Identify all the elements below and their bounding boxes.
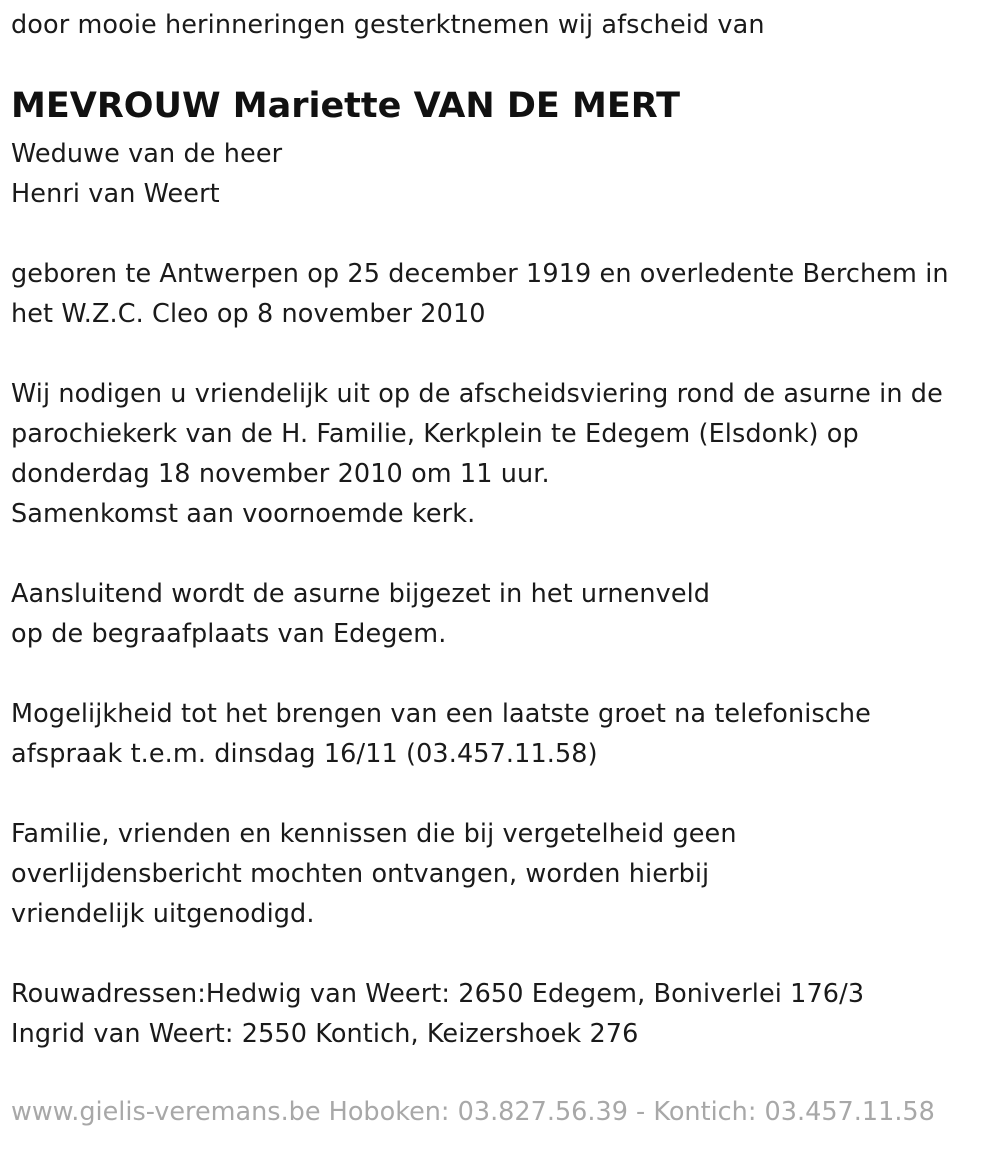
ceremony-line: donderdag 18 november 2010 om 11 uur. <box>11 459 550 489</box>
burial-block <box>11 574 710 654</box>
farewell-line: afspraak t.e.m. dinsdag 16/11 (03.457.11.58) <box>11 739 598 769</box>
deceased-name: MEVROUW Mariette VAN DE MERT <box>11 86 680 126</box>
intro-text: door mooie herinneringen gesterktnemen wij afscheid van <box>11 10 765 40</box>
birth-death-line: geboren te Antwerpen op 25 december 1919 en overledente Berchem in <box>11 259 949 289</box>
relation-line: Weduwe van de heer <box>11 139 283 169</box>
burial-line: op de begraafplaats van Edegem. <box>11 619 447 649</box>
birth-death-block <box>11 254 949 334</box>
invitation-block <box>11 814 737 934</box>
relation-block <box>11 134 282 214</box>
ceremony-line: Wij nodigen u vriendelijk uit op de afscheidsviering rond de asurne in de <box>11 379 943 409</box>
invitation-line: Familie, vrienden en kennissen die bij vergetelheid geen <box>11 819 737 849</box>
funeral-home-footer: www.gielis-veremans.be Hoboken: 03.827.56.39 - Kontich: 03.457.11.58 <box>11 1097 935 1127</box>
burial-line: Aansluitend wordt de asurne bijgezet in het urnenveld <box>11 579 711 609</box>
farewell-line: Mogelijkheid tot het brengen van een laatste groet na telefonische <box>11 699 871 729</box>
address-line: Ingrid van Weert: 2550 Kontich, Keizershoek 276 <box>11 1019 639 1049</box>
addresses-block <box>11 974 864 1054</box>
birth-death-line: het W.Z.C. Cleo op 8 november 2010 <box>11 299 486 329</box>
invitation-line: vriendelijk uitgenodigd. <box>11 899 315 929</box>
farewell-block <box>11 694 871 774</box>
ceremony-line: parochiekerk van de H. Familie, Kerkplein te Edegem (Elsdonk) op <box>11 419 859 449</box>
ceremony-block <box>11 374 943 534</box>
relation-line: Henri van Weert <box>11 179 220 209</box>
invitation-line: overlijdensbericht mochten ontvangen, worden hierbij <box>11 859 710 889</box>
ceremony-line: Samenkomst aan voornoemde kerk. <box>11 499 476 529</box>
address-line: Rouwadressen:Hedwig van Weert: 2650 Edegem, Boniverlei 176/3 <box>11 979 865 1009</box>
